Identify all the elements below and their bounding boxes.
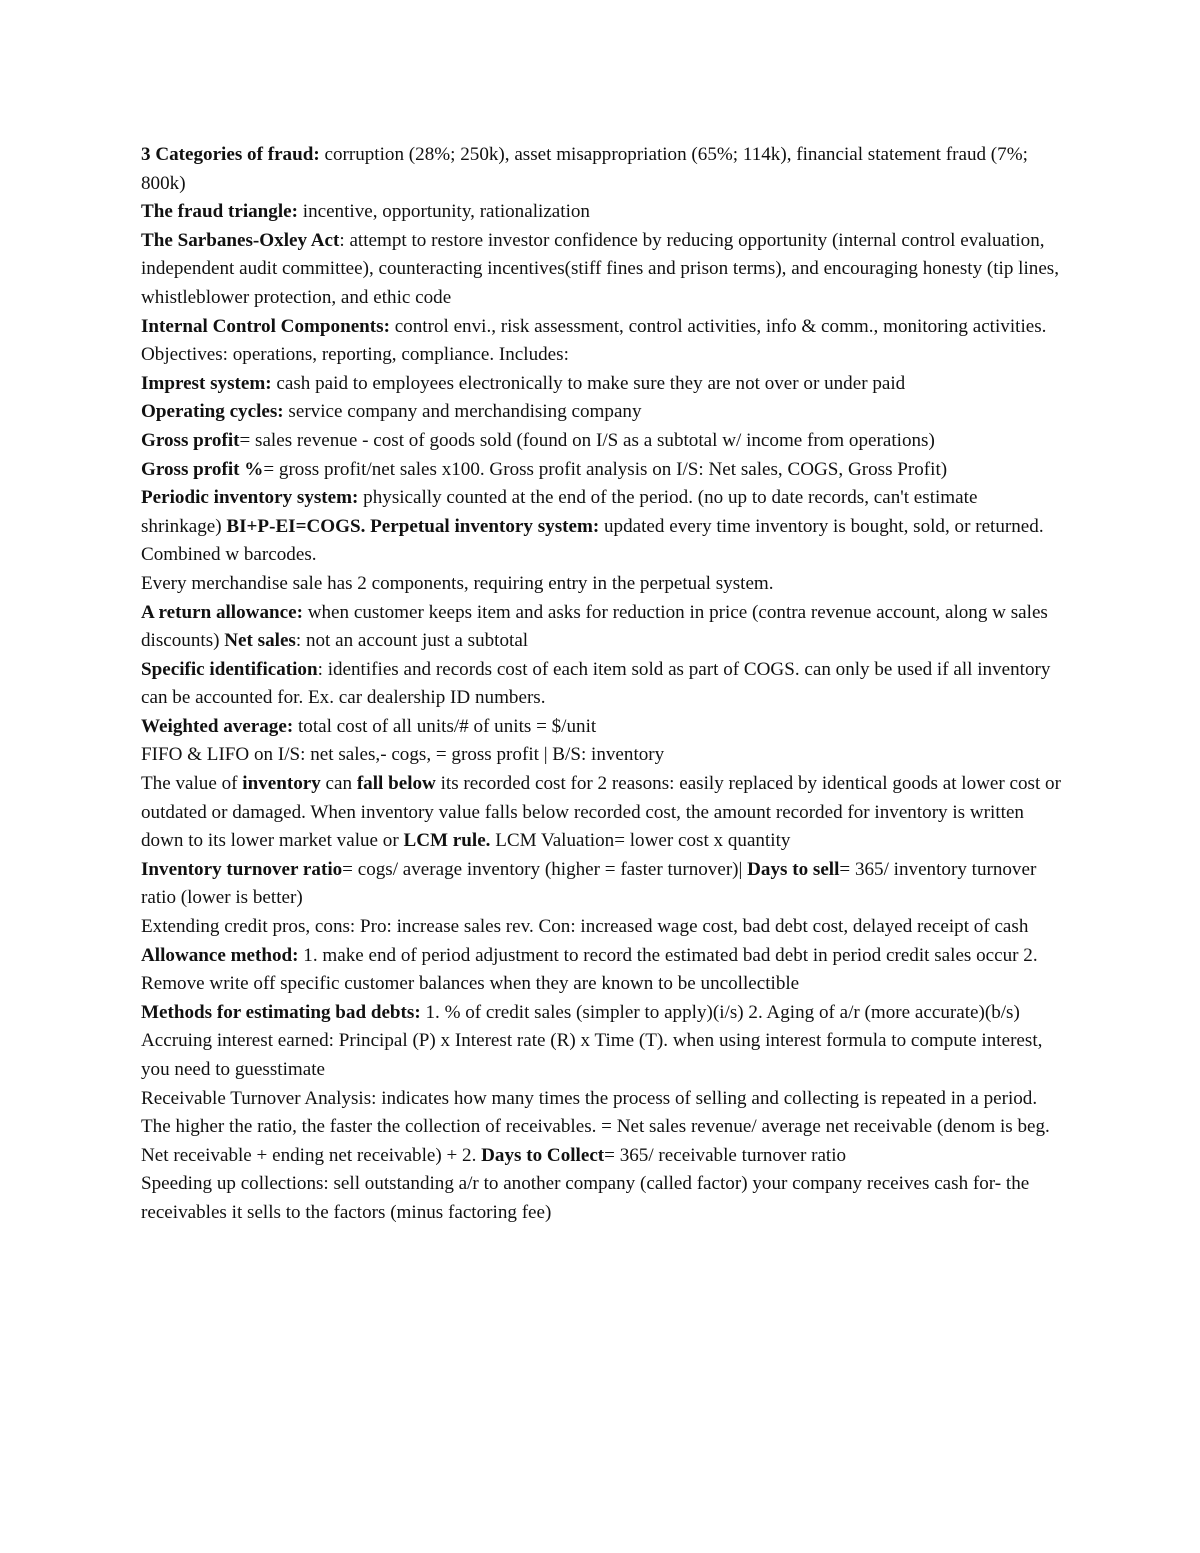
bold-term: Methods for estimating bad debts: xyxy=(141,1001,421,1023)
text-run: FIFO & LIFO on I/S: net sales,- cogs, = gross profit | B/S: inventory xyxy=(141,744,665,766)
paragraph xyxy=(141,713,1061,742)
paragraph xyxy=(141,456,1061,485)
bold-term: Days to sell xyxy=(747,858,840,880)
text-run: The value of xyxy=(141,773,243,795)
paragraph xyxy=(141,999,1061,1028)
bold-term: The fraud triangle: xyxy=(141,201,298,223)
bold-term: Inventory turnover ratio xyxy=(141,858,343,880)
text-run: = gross profit/net sales x100. Gross profit analysis on I/S: Net sales, COGS, Gross Profit) xyxy=(263,458,948,480)
paragraph xyxy=(141,141,1061,198)
paragraph xyxy=(141,484,1061,570)
text-run: Speeding up collections: sell outstanding a/r to another company (called factor) your company receives cash for- the receivables it sells to the factors (minus factoring fee) xyxy=(141,1173,1030,1223)
bold-term: Allowance method: xyxy=(141,944,299,966)
bold-term: LCM rule. xyxy=(403,830,491,852)
bold-term: Gross profit % xyxy=(141,458,264,480)
text-run: updated every time inventory is bought, sold, or returned. Combined w barcodes. xyxy=(141,515,1044,566)
bold-term: Specific identification xyxy=(141,658,318,680)
bold-term: Gross profit xyxy=(141,429,240,451)
text-run: 1. % of credit sales (simpler to apply)(i/s) 2. Aging of a/r (more accurate)(b/s) xyxy=(420,1001,1020,1023)
text-run: LCM Valuation= lower cost x quantity xyxy=(490,830,791,852)
bold-term: Internal Control Components: xyxy=(141,315,390,337)
paragraph xyxy=(141,570,1061,599)
text-run: corruption (28%; 250k), asset misappropriation (65%; 114k), financial statement fraud (7%; 800k) xyxy=(141,144,1028,194)
paragraph xyxy=(141,398,1061,427)
bold-term: Imprest system: xyxy=(141,372,272,394)
bold-term: Days to Collect xyxy=(481,1144,605,1166)
text-run: : not an account just a subtotal xyxy=(295,630,529,652)
bold-term: inventory xyxy=(242,773,321,795)
text-run: = 365/ inventory turnover ratio (lower is better) xyxy=(141,858,1037,909)
text-run: = sales revenue - cost of goods sold (found on I/S as a subtotal w/ income from operations) xyxy=(239,429,935,451)
text-run: = cogs/ average inventory (higher = faster turnover)| xyxy=(342,858,748,880)
bold-term: A return allowance: xyxy=(141,601,303,623)
text-run: Every merchandise sale has 2 components, requiring entry in the perpetual system. xyxy=(141,572,774,594)
paragraph xyxy=(141,770,1061,856)
bold-term: fall below xyxy=(356,773,436,795)
bold-term: Net sales xyxy=(224,630,296,652)
paragraph xyxy=(141,856,1061,913)
paragraph xyxy=(141,313,1061,370)
text-run: : identifies and records cost of each item sold as part of COGS. can only be used if all inventory can be accounted for. Ex. car dealership ID numbers. xyxy=(141,658,1051,709)
text-run: total cost of all units/# of units = $/unit xyxy=(293,715,597,737)
text-run: Extending credit pros, cons: Pro: increase sales rev. Con: increased wage cost, bad debt cost, delayed receipt of cash xyxy=(141,916,1029,938)
text-run: its recorded cost for 2 reasons: easily replaced by identical goods at lower cost or outdated or damaged. When inventory value falls below recorded cost, the amount recorded for inventory is written down to its lower market value or xyxy=(141,773,1061,852)
text-run: can xyxy=(320,773,357,795)
paragraph xyxy=(141,427,1061,456)
text-run: cash paid to employees electronically to make sure they are not over or under paid xyxy=(271,372,906,394)
bold-term: Periodic inventory system: xyxy=(141,487,359,509)
text-run: service company and merchandising company xyxy=(283,401,642,423)
paragraph xyxy=(141,913,1061,942)
paragraph xyxy=(141,1170,1061,1227)
text-run: 1. make end of period adjustment to record the estimated bad debt in period credit sales occur 2. Remove write off specific customer balances when they are known to be uncollectible xyxy=(141,944,1038,995)
bold-term: Operating cycles: xyxy=(141,401,284,423)
paragraph xyxy=(141,227,1061,313)
text-run: : attempt to restore investor confidence by reducing opportunity (internal control evaluation, independent audit committee), counteracting incentives(stiff fines and prison terms), and encouraging honesty (tip lines, whistleblower protection, and ethic code xyxy=(141,229,1060,308)
paragraph xyxy=(141,656,1061,713)
text-run: Receivable Turnover Analysis: indicates how many times the process of selling and collecting is repeated in a period. The higher the ratio, the faster the collection of receivables. = Net sales revenue/ average net receivable (denom is beg. Net receivable + ending net receivable) + 2. xyxy=(141,1087,1050,1166)
bold-term: 3 Categories of fraud: xyxy=(141,144,320,165)
text-run: control envi., risk assessment, control activities, info & comm., monitoring activities. Objectives: operations, reporting, compliance. Includes: xyxy=(141,315,1047,366)
text-run: physically counted at the end of the period. (no up to date records, can't estimate shrinkage) xyxy=(141,487,978,537)
text-run: incentive, opportunity, rationalization xyxy=(297,201,590,223)
paragraph xyxy=(141,1027,1061,1084)
text-run: Accruing interest earned: Principal (P) x Interest rate (R) x Time (T). when using interest formula to compute interest, you need to guesstimate xyxy=(141,1030,1043,1080)
bold-term: Weighted average: xyxy=(141,715,294,737)
text-run: = 365/ receivable turnover ratio xyxy=(604,1144,847,1166)
paragraph xyxy=(141,741,1061,770)
paragraph xyxy=(141,1085,1061,1171)
text-run: when customer keeps item and asks for reduction in price (contra revenue account, along w sales discounts) xyxy=(141,601,1048,652)
paragraph xyxy=(141,370,1061,399)
paragraph xyxy=(141,198,1061,227)
bold-term: BI+P-EI=COGS. Perpetual inventory system: xyxy=(226,515,600,537)
bold-term: The Sarbanes-Oxley Act xyxy=(141,229,340,251)
paragraph xyxy=(141,942,1061,999)
document-page xyxy=(141,141,1061,1228)
paragraph xyxy=(141,599,1061,656)
